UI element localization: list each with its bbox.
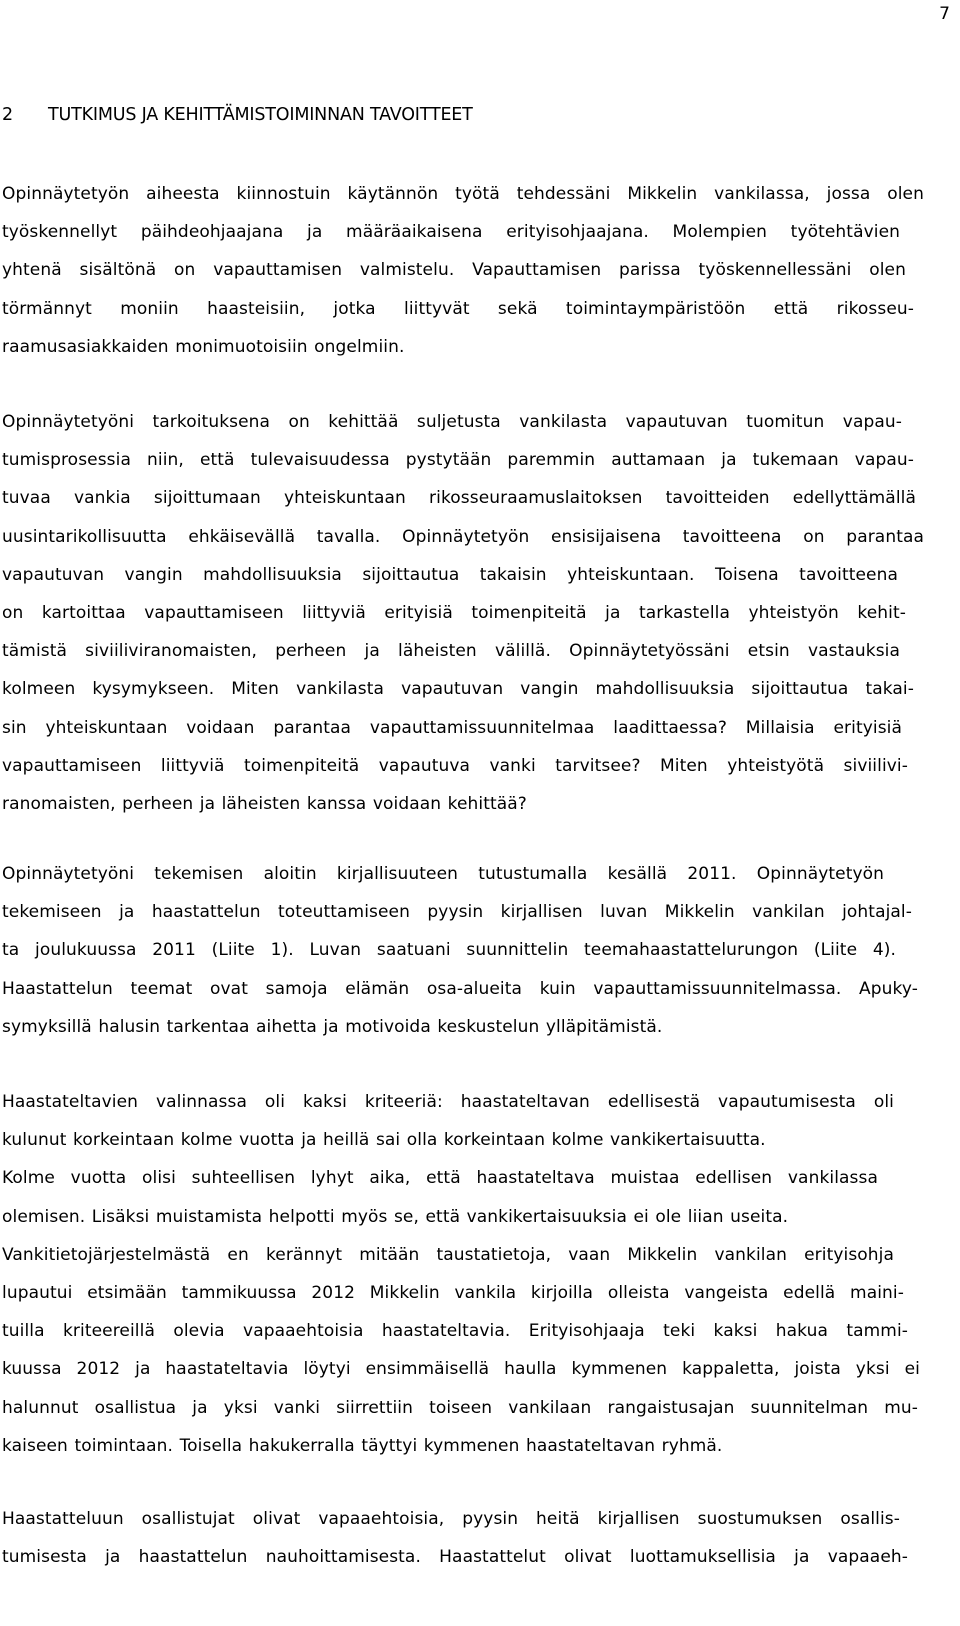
section-heading bbox=[2, 103, 473, 127]
text-line: symyksillä halusin tarkentaa aihetta ja motivoida keskustelun ylläpitämistä. bbox=[2, 1016, 663, 1037]
text-line: kolmeen kysymykseen. Miten vankilasta vapautuvan vangin mahdollisuuksia sijoittautua takai- bbox=[2, 679, 914, 700]
text-line: tekemiseen ja haastattelun toteuttamiseen pyysin kirjallisen luvan Mikkelin vankilan johtajal- bbox=[2, 902, 912, 923]
text-line: tämistä siviiliviranomaisten, perheen ja läheisten välillä. Opinnäytetyössäni etsin vastauksia bbox=[2, 641, 900, 662]
text-line: Haastatteluun osallistujat olivat vapaaehtoisia, pyysin heitä kirjallisen suostumuksen osallis- bbox=[2, 1509, 900, 1529]
text-line: tuilla kriteereillä olevia vapaaehtoisia haastateltavia. Erityisohjaaja teki kaksi hakua tammi- bbox=[2, 1321, 908, 1342]
text-line: kaiseen toimintaan. Toisella hakukerralla täyttyi kymmenen haastateltavan ryhmä. bbox=[2, 1435, 723, 1456]
text-line: Opinnäytetyön aiheesta kiinnostuin käytännön työtä tehdessäni Mikkelin vankilassa, jossa olen bbox=[2, 184, 924, 204]
text-line: Vankitietojärjestelmästä en kerännyt mitään taustatietoja, vaan Mikkelin vankilan erityisohja bbox=[2, 1244, 894, 1265]
paragraph-4 bbox=[2, 1083, 960, 1465]
text-line: työskennellyt päihdeohjaajana ja määräaikaisena erityisohjaajana. Molempien työtehtävien bbox=[2, 222, 900, 243]
text-line: olemisen. Lisäksi muistamista helpotti myös se, että vankikertaisuuksia ei ole liian useita. bbox=[2, 1206, 789, 1227]
text-line: tuvaa vankia sijoittumaan yhteiskuntaan rikosseuraamuslaitoksen tavoitteiden edellyttämällä bbox=[2, 488, 916, 509]
text-line: ta joulukuussa 2011 (Liite 1). Luvan saatuani suunnittelin teemahaastattelurungon (Liite 4). bbox=[2, 940, 896, 961]
paragraph-2 bbox=[2, 403, 960, 823]
page-number: 7 bbox=[939, 4, 950, 24]
text-line: Haastateltavien valinnassa oli kaksi kriteeriä: haastateltavan edellisestä vapautumisesta oli bbox=[2, 1092, 894, 1112]
text-line: Haastattelun teemat ovat samoja elämän osa-alueita kuin vapauttamissuunnitelmassa. Apuky- bbox=[2, 978, 918, 999]
text-line: kuussa 2012 ja haastateltavia löytyi ensimmäisellä haulla kymmenen kappaletta, joista yksi ei bbox=[2, 1359, 920, 1380]
text-line: vapautuvan vangin mahdollisuuksia sijoittautua takaisin yhteiskuntaan. Toisena tavoitteena bbox=[2, 564, 898, 585]
text-line: vapauttamiseen liittyviä toimenpiteitä vapautuva vanki tarvitsee? Miten yhteistyötä siviilivi- bbox=[2, 755, 908, 776]
text-line: kulunut korkeintaan kolme vuotta ja heillä sai olla korkeintaan kolme vankikertaisuutta. bbox=[2, 1130, 766, 1151]
text-line: ranomaisten, perheen ja läheisten kanssa voidaan kehittää? bbox=[2, 793, 527, 814]
text-line: raamusasiakkaiden monimuotoisiin ongelmiin. bbox=[2, 336, 405, 357]
paragraph-3 bbox=[2, 855, 960, 1046]
section-title: TUTKIMUS JA KEHITTÄMISTOIMINNAN TAVOITTEET bbox=[48, 105, 473, 125]
text-line: on kartoittaa vapauttamiseen liittyviä erityisiä toimenpiteitä ja tarkastella yhteistyön kehit- bbox=[2, 602, 906, 623]
text-line: Kolme vuotta olisi suhteellisen lyhyt aika, että haastateltava muistaa edellisen vankilassa bbox=[2, 1168, 878, 1189]
text-line: tumisesta ja haastattelun nauhoittamisesta. Haastattelut olivat luottamuksellisia ja vapaaeh- bbox=[2, 1547, 908, 1568]
text-line: törmännyt moniin haasteisiin, jotka liittyvät sekä toimintaympäristöön että rikosseu- bbox=[2, 298, 914, 319]
text-line: yhtenä sisältönä on vapauttamisen valmistelu. Vapauttamisen parissa työskennellessäni olen bbox=[2, 260, 906, 281]
text-line: Opinnäytetyöni tarkoituksena on kehittää suljetusta vankilasta vapautuvan tuomitun vapau- bbox=[2, 412, 902, 432]
paragraph-1 bbox=[2, 175, 960, 366]
text-line: uusintarikollisuutta ehkäisevällä tavalla. Opinnäytetyön ensisijaisena tavoitteena on parantaa bbox=[2, 526, 924, 547]
text-line: sin yhteiskuntaan voidaan parantaa vapauttamissuunnitelmaa laadittaessa? Millaisia erityisiä bbox=[2, 717, 902, 738]
paragraph-5 bbox=[2, 1500, 960, 1576]
text-line: tumisprosessia niin, että tulevaisuudessa pystytään paremmin auttamaan ja tukemaan vapau- bbox=[2, 450, 914, 471]
text-line: lupautui etsimään tammikuussa 2012 Mikkelin vankila kirjoilla olleista vangeista edellä maini- bbox=[2, 1282, 904, 1303]
text-line: Opinnäytetyöni tekemisen aloitin kirjallisuuteen tutustumalla kesällä 2011. Opinnäytetyön bbox=[2, 864, 884, 884]
text-line: halunnut osallistua ja yksi vanki siirrettiin toiseen vankilaan rangaistusajan suunnitelman mu- bbox=[2, 1397, 918, 1418]
section-number: 2 bbox=[2, 105, 13, 125]
